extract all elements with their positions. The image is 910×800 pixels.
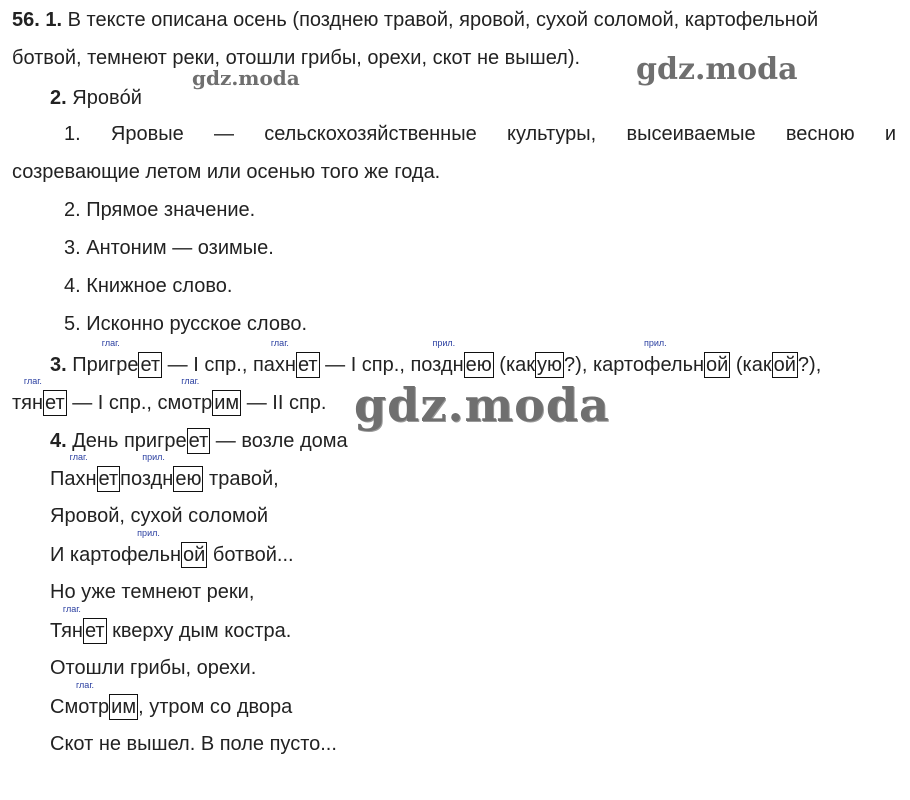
verb-tag: глаг. xyxy=(75,680,95,690)
poem-ending: ет xyxy=(84,620,105,642)
item3-question3-ending: ую xyxy=(537,354,563,376)
item3-word2-ending: ет xyxy=(297,354,318,376)
poem-line-3: Яровой, сухой соломой xyxy=(50,505,269,527)
adj-tag: прил. xyxy=(137,528,160,538)
item3-word4: прил. картофельн xyxy=(592,338,705,376)
item3-word6: глаг. смотр xyxy=(157,376,213,414)
poem-line-6: глаг. Тян ет кверху дым костра. xyxy=(50,604,292,642)
item1-text-2: ботвой, темнеют реки, отошли грибы, орехи, скот не вышел). xyxy=(12,47,581,69)
verb-tag: глаг. xyxy=(23,376,42,386)
item3-word2: глаг. пахн xyxy=(252,338,296,376)
item3-word3-ending: ею xyxy=(465,354,492,376)
item3-word4-ending: ой xyxy=(706,354,729,376)
poem-line-2: глаг. Пахн ет прил. поздн ею травой, xyxy=(50,452,279,490)
poem-ending: им xyxy=(111,696,137,718)
adj-tag: прил. xyxy=(432,338,456,348)
item2-point-1: 1. Яровые — сельскохозяйственные культуры, высеиваемые весною и xyxy=(64,123,896,145)
item4-number: 4. xyxy=(50,430,67,452)
item3-word5-ending: ет xyxy=(45,392,65,414)
item2-number: 2. xyxy=(50,87,67,109)
item2-point-1-cont: созревающие летом или осенью того же года. xyxy=(12,161,441,183)
adj-tag: прил. xyxy=(142,452,165,462)
poem-line-4: прил. И картофельн ой ботвой... xyxy=(50,528,294,566)
poem-ending: ой xyxy=(183,544,206,566)
poem-line-7: Отошли грибы, орехи. xyxy=(50,657,257,679)
item2-point-3: 3. Антоним — озимые. xyxy=(64,237,274,259)
item2-heading xyxy=(50,86,142,110)
task-number: 56. xyxy=(12,9,40,31)
verb-tag: глаг. xyxy=(69,452,88,462)
item2-point-5: 5. Исконно русское слово. xyxy=(64,313,308,335)
item2-word: Яровóй xyxy=(72,87,142,109)
verb-tag: глаг. xyxy=(270,338,289,348)
item3-word5: глаг. тян xyxy=(12,376,44,414)
item2-point-4: 4. Книжное слово. xyxy=(64,275,233,297)
item1-number: 1. xyxy=(45,9,63,31)
adj-tag: прил. xyxy=(643,338,667,348)
poem-line-8: глаг. Смотр им , утром со двора xyxy=(50,680,293,718)
item2-point-2: 2. Прямое значение. xyxy=(64,199,256,221)
item1-line2 xyxy=(12,46,580,70)
verb-tag: глаг. xyxy=(62,604,81,614)
item3-word1: глаг. Пригре xyxy=(72,338,139,376)
verb-tag: глаг. xyxy=(101,338,120,348)
item3-question4-ending: ой xyxy=(773,354,796,376)
poem-line-9: Скот не вышел. В поле пусто... xyxy=(50,733,337,755)
watermark-large: gdz.moda xyxy=(354,378,610,432)
item3-line2: глаг. тян ет — I спр., глаг. смотр им — II спр. xyxy=(12,376,327,414)
item3-word3: прил. поздн xyxy=(410,338,464,376)
watermark-medium: gdz.moda xyxy=(636,52,798,87)
watermark-small: gdz.moda xyxy=(192,66,300,90)
verb-tag: глаг. xyxy=(181,376,200,386)
item3-word1-ending: ет xyxy=(140,354,161,376)
item3-number: 3. xyxy=(50,354,67,376)
item1-line1 xyxy=(12,8,818,32)
item3-line1: 3. глаг. Пригре ет — I спр., глаг. пахн ет — I спр., прил. поздн ею (как ую ?), прил. картофельн ой (как ой ?), xyxy=(50,338,822,376)
poem-line-1: 4. День пригре ет — возле дома xyxy=(50,430,348,452)
item3-word6-ending: им xyxy=(214,392,240,414)
poem-ending: ет xyxy=(188,430,209,452)
poem-ending: ею xyxy=(175,468,202,490)
poem-ending: ет xyxy=(98,468,119,490)
poem-line-5: Но уже темнеют реки, xyxy=(50,581,255,603)
item1-text-1: В тексте описана осень (позднею травой, яровой, сухой соломой, картофельной xyxy=(67,9,819,31)
